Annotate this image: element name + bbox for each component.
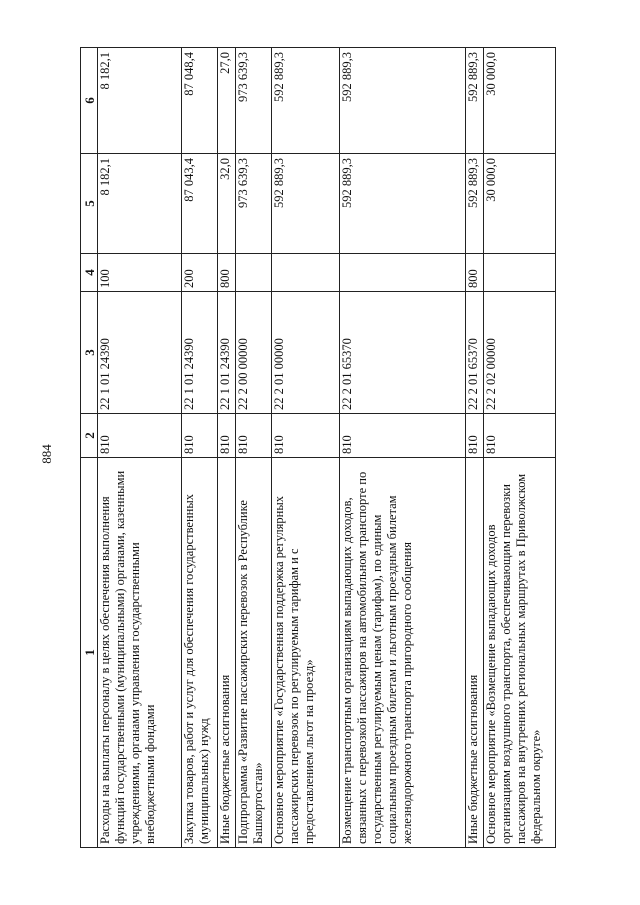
ministry-code-cell: 810 (98, 414, 182, 458)
row-name-cell: Расходы на выплаты персоналу в целях обеспечения выполнения функций государственными (муниципальными) органами, казенными учреждениями, органами управления государственными внебюджетными фондами (98, 458, 182, 848)
target-article-code-cell: 22 2 01 65370 (340, 292, 466, 414)
amount-cell-col5: 592 889,3 (340, 154, 466, 254)
table-header-row (81, 48, 98, 848)
expense-type-code-cell (272, 254, 340, 292)
amount-cell-col6: 592 889,3 (466, 48, 484, 154)
row-name-cell: Возмещение транспортным организациям выпадающих доходов, связанных с перевозкой пассажиров на автомобильном транспорте по государственным регулируемым ценам (тарифам), по единым социальным проездным билетам и льготным проездным билетам железнодорожного транспорта пригородного сообщения (340, 458, 466, 848)
expense-type-code-cell (236, 254, 272, 292)
amount-cell-col6: 87 048,4 (182, 48, 218, 154)
target-article-code-cell: 22 2 01 00000 (272, 292, 340, 414)
budget-table (80, 47, 556, 848)
ministry-code-cell: 810 (466, 414, 484, 458)
expense-type-code-cell (340, 254, 466, 292)
row-name-cell: Подпрограмма «Развитие пассажирских перевозок в Республике Башкортостан» (236, 458, 272, 848)
amount-cell-col5: 973 639,3 (236, 154, 272, 254)
row-name-cell: Иные бюджетные ассигнования (466, 458, 484, 848)
ministry-code-cell: 810 (340, 414, 466, 458)
expense-type-code-cell: 800 (218, 254, 236, 292)
col-header-5: 5 (81, 154, 98, 254)
col-header-6: 6 (81, 48, 98, 154)
target-article-code-cell: 22 1 01 24390 (218, 292, 236, 414)
target-article-code-cell: 22 1 01 24390 (182, 292, 218, 414)
page-number: 884 (39, 444, 54, 464)
col-header-3: 3 (81, 292, 98, 414)
row-name-cell: Основное мероприятие «Государственная поддержка регулярных пассажирских перевозок по регулируемым тарифам и с предоставлением льгот на проезд» (272, 458, 340, 848)
expense-type-code-cell: 100 (98, 254, 182, 292)
amount-cell-col5: 592 889,3 (466, 154, 484, 254)
table-row (98, 48, 182, 848)
target-article-code-cell: 22 2 00 00000 (236, 292, 272, 414)
table-row (340, 48, 466, 848)
amount-cell-col5: 592 889,3 (272, 154, 340, 254)
col-header-1: 1 (81, 458, 98, 848)
expense-type-code-cell (484, 254, 556, 292)
table-row (218, 48, 236, 848)
amount-cell-col5: 87 043,4 (182, 154, 218, 254)
row-name-cell: Основное мероприятие «Возмещение выпадающих доходов организациям воздушного транспорта, обеспечивающим перевозки пассажиров на внутренних региональных маршрутах в Приволжском федеральном округе» (484, 458, 556, 848)
amount-cell-col6: 592 889,3 (340, 48, 466, 154)
table-row (236, 48, 272, 848)
amount-cell-col6: 30 000,0 (484, 48, 556, 154)
amount-cell-col6: 27,0 (218, 48, 236, 154)
target-article-code-cell: 22 1 01 24390 (98, 292, 182, 414)
ministry-code-cell: 810 (484, 414, 556, 458)
table-row (182, 48, 218, 848)
amount-cell-col5: 30 000,0 (484, 154, 556, 254)
expense-type-code-cell: 800 (466, 254, 484, 292)
table-row (272, 48, 340, 848)
amount-cell-col5: 32,0 (218, 154, 236, 254)
row-name-cell: Иные бюджетные ассигнования (218, 458, 236, 848)
table-row (484, 48, 556, 848)
amount-cell-col6: 8 182,1 (98, 48, 182, 154)
col-header-4: 4 (81, 254, 98, 292)
target-article-code-cell: 22 2 02 00000 (484, 292, 556, 414)
ministry-code-cell: 810 (272, 414, 340, 458)
col-header-2: 2 (81, 414, 98, 458)
amount-cell-col5: 8 182,1 (98, 154, 182, 254)
ministry-code-cell: 810 (236, 414, 272, 458)
budget-table-container (80, 48, 543, 848)
ministry-code-cell: 810 (218, 414, 236, 458)
target-article-code-cell: 22 2 01 65370 (466, 292, 484, 414)
expense-type-code-cell: 200 (182, 254, 218, 292)
amount-cell-col6: 973 639,3 (236, 48, 272, 154)
ministry-code-cell: 810 (182, 414, 218, 458)
row-name-cell: Закупка товаров, работ и услуг для обеспечения государственных (муниципальных) нужд (182, 458, 218, 848)
amount-cell-col6: 592 889,3 (272, 48, 340, 154)
table-row (466, 48, 484, 848)
